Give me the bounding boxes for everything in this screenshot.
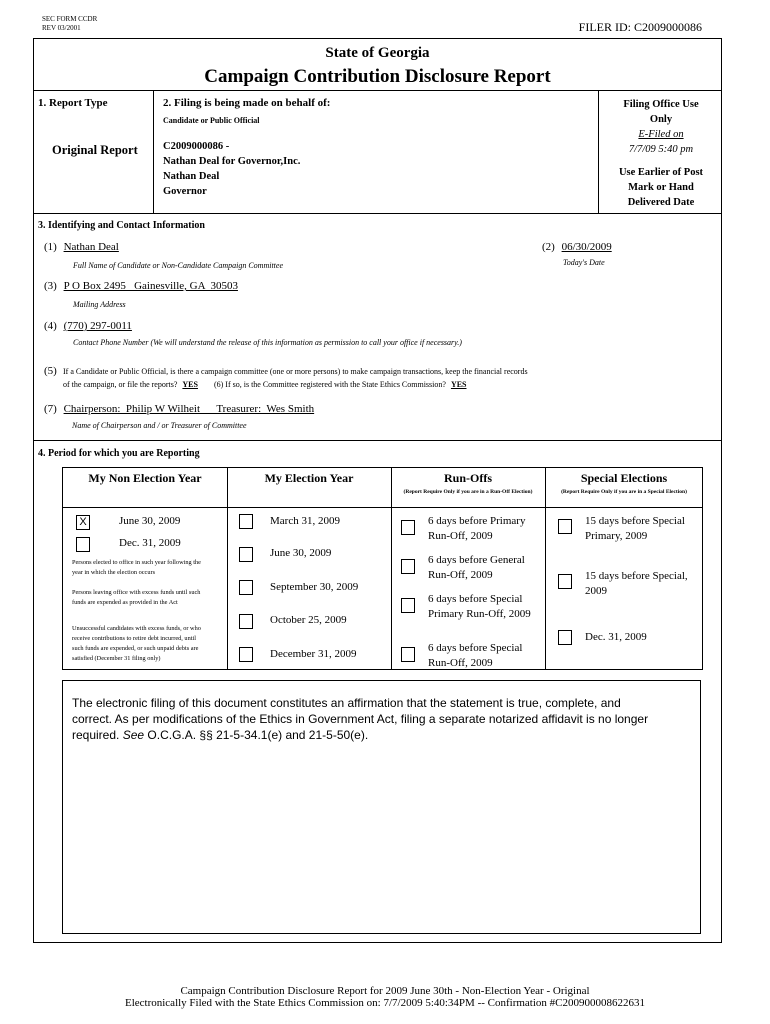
divider [34, 213, 721, 214]
checkbox-special-runoff[interactable] [401, 647, 415, 662]
checkbox-june-30-non-election[interactable]: X [76, 515, 90, 530]
candidate-full-name: Nathan Deal [63, 241, 119, 253]
election-heading: My Election Year [264, 471, 354, 485]
field-4-number: (4) [44, 320, 57, 332]
option-primary-runoff: 6 days before Primary Run-Off, 2009 [428, 515, 526, 542]
filer-id: FILER ID: C2009000086 [578, 20, 702, 34]
checkbox-march-31[interactable] [239, 514, 253, 529]
field-7-number: (7) [44, 403, 57, 415]
office-sought: Governor [163, 186, 207, 197]
checkbox-december-31[interactable] [239, 647, 253, 662]
field-1-number: (1) [44, 241, 57, 253]
field-6-question: (6) If so, is the Committee registered with the State Ethics Commission? [213, 380, 446, 389]
checkbox-june-30-election[interactable] [239, 547, 253, 562]
checkbox-primary-runoff[interactable] [401, 520, 415, 535]
runoffs-heading: Run-Offs [443, 471, 492, 485]
field-3-caption: Mailing Address [73, 300, 126, 309]
field-2-caption: Today's Date [563, 258, 605, 267]
field-5-number: (5) [44, 365, 57, 377]
mailing-address: P O Box 2495 Gainesville, GA 30503 [63, 280, 238, 292]
field-7-caption: Name of Chairperson and / or Treasurer of Committee [72, 421, 247, 430]
field-4-caption: Contact Phone Number (We will understand the release of this information as permission to call your office if necessary.) [73, 338, 462, 347]
option-special-primary-runoff: 6 days before Special Primary Run-Off, 2009 [428, 593, 531, 620]
affirmation-notice [62, 680, 701, 934]
affirmation-text [72, 695, 652, 743]
field-2-number: (2) [542, 241, 555, 253]
option-june-30-non-election: June 30, 2009 [119, 515, 181, 527]
todays-date: 06/30/2009 [561, 241, 612, 253]
field-1-caption: Full Name of Candidate or Non-Candidate Campaign Committee [73, 261, 283, 270]
special-subheading: (Report Require Only if you are in a Special Election) [561, 489, 687, 495]
filing-office-line2: Only [649, 114, 673, 125]
field-3 [44, 280, 238, 292]
non-election-note-1: Persons elected to office in such year following the year in which the election occurs [72, 559, 201, 576]
option-march-31: March 31, 2009 [270, 515, 340, 527]
committee-name: Nathan Deal for Governor,Inc. [163, 156, 301, 167]
field-6-answer: YES [450, 380, 467, 389]
candidate-name: Nathan Deal [163, 171, 220, 182]
field-5-question: If a Candidate or Public Official, is there a campaign committee (one or more persons) to make campaign transactions, keep the financial records [63, 367, 528, 376]
option-special: 15 days before Special, 2009 [585, 570, 688, 597]
field-5-question-end: of the campaign, or file the reports? [63, 380, 178, 389]
affirmation-citation: O.C.G.A. §§ 21-5-34.1(e) and 21-5-50(e). [144, 728, 369, 742]
affirmation-see: See [122, 728, 145, 742]
form-id [42, 15, 97, 33]
checkbox-special-primary[interactable] [558, 519, 572, 534]
filing-note-line3: Delivered Date [627, 197, 695, 208]
state-heading: State of Georgia [325, 45, 430, 61]
form-revision: REV 03/2001 [42, 24, 81, 32]
field-7 [44, 403, 314, 415]
report-type-label: 1. Report Type [38, 97, 108, 109]
option-october-25: October 25, 2009 [270, 614, 347, 626]
option-special-primary: 15 days before Special Primary, 2009 [585, 515, 685, 542]
section3-label: 3. Identifying and Contact Information [38, 220, 205, 231]
field-3-number: (3) [44, 280, 57, 292]
checkbox-october-25[interactable] [239, 614, 253, 629]
option-december-31: December 31, 2009 [270, 648, 357, 660]
divider [598, 90, 599, 213]
footer-line-2: Electronically Filed with the State Ethics Commission on: 7/7/2009 5:40:34PM -- Confirmation #C200900008622631 [124, 997, 646, 1009]
filer-line: C2009000086 - [163, 141, 230, 152]
option-special-dec-31: Dec. 31, 2009 [585, 631, 647, 643]
field-1 [44, 241, 119, 253]
checkbox-special-dec-31[interactable] [558, 630, 572, 645]
divider [34, 440, 721, 441]
efiled-label: E-Filed on [638, 129, 684, 140]
option-general-runoff: 6 days before General Run-Off, 2009 [428, 554, 525, 581]
period-table [62, 467, 703, 670]
filing-note-line1: Use Earlier of Post [618, 167, 704, 178]
divider [545, 468, 546, 669]
filing-office-use [600, 97, 722, 210]
checkbox-general-runoff[interactable] [401, 559, 415, 574]
checkbox-special-primary-runoff[interactable] [401, 598, 415, 613]
field-4 [44, 320, 132, 332]
affirmation-statement: The electronic filing of this document constitutes an affirmation that the statement is true, complete, and correct. As per modifications of the Ethics in Government Act, filing a separate notarized affidavit is no longer required. [72, 696, 649, 742]
chair-treasurer: Chairperson: Philip W Wilheit Treasurer: Wes Smith [63, 403, 315, 415]
filing-office-line1: Filing Office Use [623, 99, 699, 110]
field-5-answer: YES [182, 380, 198, 389]
filing-note-line2: Mark or Hand [628, 182, 694, 193]
report-title: Campaign Contribution Disclosure Report [204, 66, 551, 87]
runoffs-subheading: (Report Require Only if you are in a Run-Off Election) [403, 489, 533, 495]
option-dec-31-non-election: Dec. 31, 2009 [119, 537, 181, 549]
checkbox-special[interactable] [558, 574, 572, 589]
divider [63, 507, 702, 508]
section4-label: 4. Period for which you are Reporting [38, 448, 200, 459]
non-election-note-2: Persons leaving office with excess funds until such funds are expended as provided in the Act [72, 589, 201, 606]
field-2 [542, 241, 612, 253]
footer-line-1: Campaign Contribution Disclosure Report for 2009 June 30th - Non-Election Year - Original [180, 985, 590, 997]
divider [34, 90, 721, 91]
field-5-question-cont [63, 380, 467, 389]
contact-phone: (770) 297-0011 [63, 320, 132, 332]
divider [153, 90, 154, 213]
report-type-value: Original Report [52, 143, 138, 157]
form-number: SEC FORM CCDR [42, 15, 98, 23]
divider [227, 468, 228, 669]
behalf-details [163, 139, 300, 199]
non-election-heading: My Non Election Year [88, 471, 202, 485]
option-special-runoff: 6 days before Special Run-Off, 2009 [428, 642, 523, 669]
non-election-note-3: Unsuccessful candidates with excess funds, or who receive contributions to retire debt incurred, until such funds are expended, or such unpaid debts are satisfied (December 31 filing only) [72, 625, 201, 662]
checkbox-dec-31-non-election[interactable] [76, 537, 90, 552]
option-september-30: September 30, 2009 [270, 581, 359, 593]
behalf-sublabel: Candidate or Public Official [163, 116, 260, 125]
option-june-30-election: June 30, 2009 [270, 547, 332, 559]
divider [391, 468, 392, 669]
behalf-label: 2. Filing is being made on behalf of: [163, 97, 331, 109]
checkbox-september-30[interactable] [239, 580, 253, 595]
efiled-date: 7/7/09 5:40 pm [628, 144, 694, 155]
special-heading: Special Elections [580, 471, 668, 485]
